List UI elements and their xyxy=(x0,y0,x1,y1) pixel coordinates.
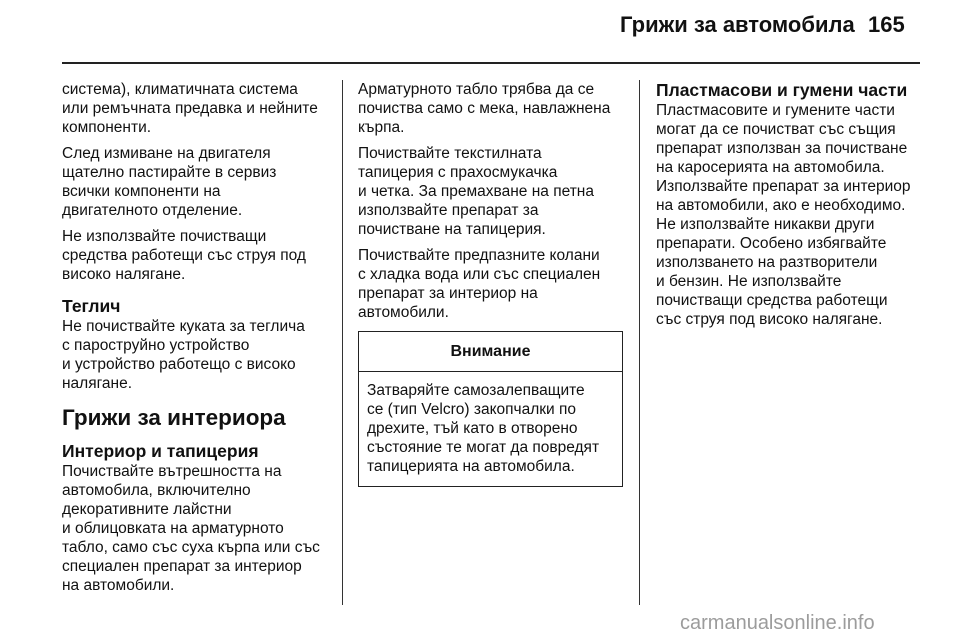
column-2 xyxy=(358,80,623,487)
caution-box xyxy=(358,331,623,487)
section-heading-interior: Интериор и тапицерия xyxy=(62,441,259,461)
column-3 xyxy=(656,80,956,336)
paragraph: Почиствайте предпазните колани с хладка вода или със специален препарат за интериор на автомобили. xyxy=(358,247,601,321)
paragraph: Не почиствайте куката за теглича с пароструйно устройство и устройство работещо с високо налягане. xyxy=(62,318,305,392)
page-title: Грижи за автомобила xyxy=(620,12,855,37)
paragraph: Арматурното табло трябва да се почиства само с мека, навлажнена кърпа. xyxy=(358,81,611,136)
caution-title: Внимание xyxy=(359,332,622,372)
paragraph: Не използвайте почистващи средства работещи със струя под високо налягане. xyxy=(62,228,306,283)
paragraph: Почиствайте вътрешността на автомобила, включително декоративните лайстни и облицовката на арматурното табло, само със суха кърпа или със специален препарат за интериор на автомобили. xyxy=(62,463,320,594)
header-rule xyxy=(62,62,920,64)
page-number: 165 xyxy=(868,12,905,37)
watermark: carmanualsonline.info xyxy=(680,612,875,634)
column-divider xyxy=(342,80,343,605)
paragraph: Пластмасовите и гумените части могат да се почистват със същия препарат използван за почистване на каросерията на автомобила. Използвайте препарат за интериор на автомобили, ако е необходимо. Не използвайте никакви други препарати. Особено избягвайте използването на разтворители и бензин. Не използвайте почистващи средства работещи със струя под високо налягане. xyxy=(656,102,911,328)
column-1 xyxy=(62,80,332,602)
caution-body: Затваряйте самозалепващите се (тип Velcro) закопчалки по дрехите, тъй като в отворено състояние те могат да повредят тапицерията на автомобила. xyxy=(367,382,600,475)
section-heading-towbar: Теглич xyxy=(62,296,121,316)
paragraph: система), климатичната система или ремъчната предавка и нейните компоненти. xyxy=(62,81,318,136)
section-heading-plastic-rubber: Пластмасови и гумени части xyxy=(656,80,908,100)
paragraph: След измиване на двигателя щателно пастирайте в сервиз всички компоненти на двигателното отделение. xyxy=(62,145,277,219)
paragraph: Почиствайте текстилната тапицерия с прахосмукачка и четка. За премахване на петна използвайте препарат за почистване на тапицерия. xyxy=(358,145,594,238)
column-divider xyxy=(639,80,640,605)
chapter-heading-interior-care: Грижи за интериора xyxy=(62,405,286,430)
